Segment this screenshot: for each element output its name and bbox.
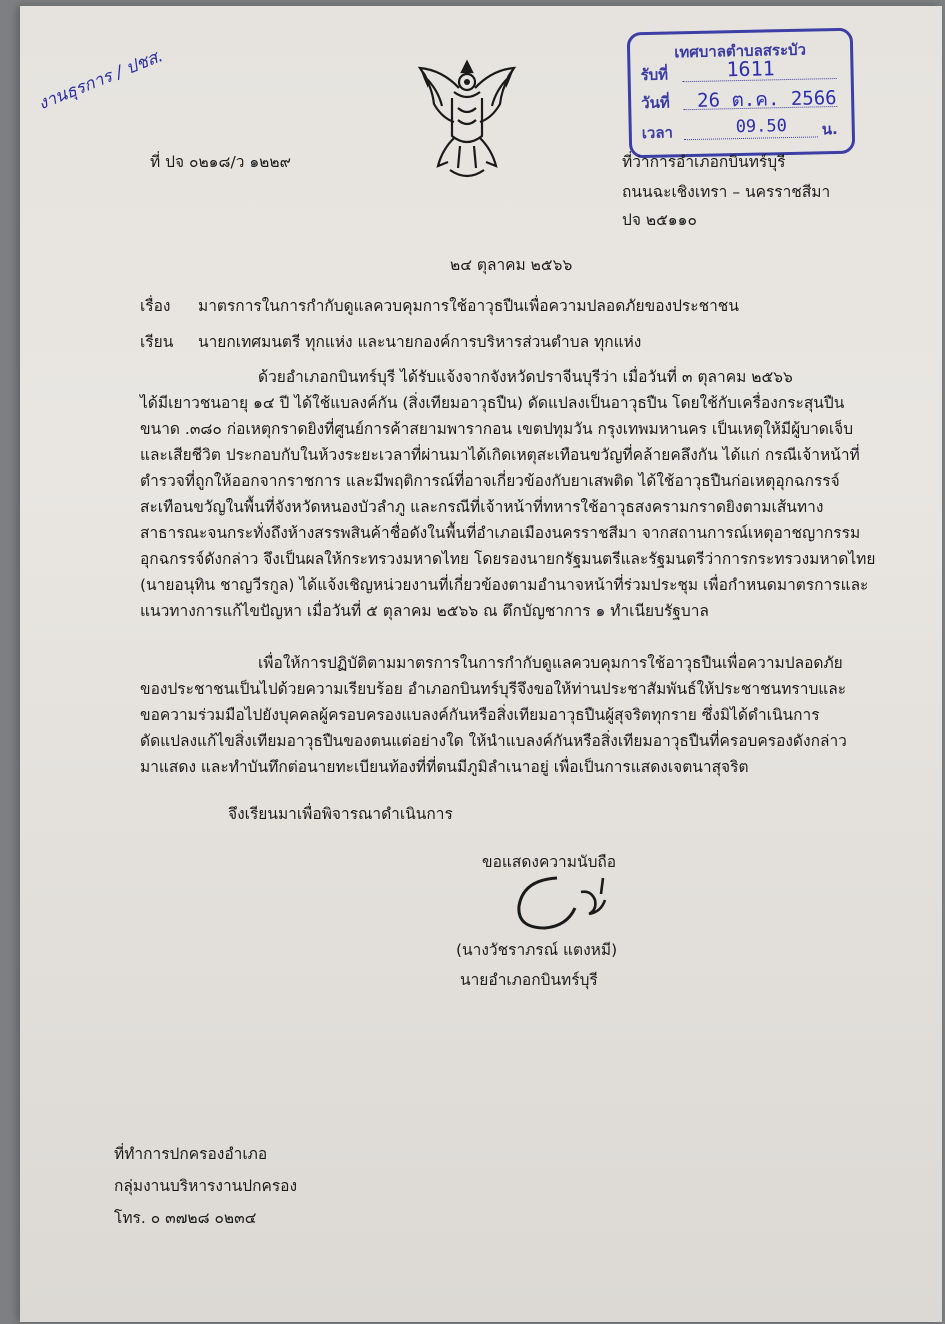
paragraph-line: ด้วยอำเภอกบินทร์บุรี ได้รับแจ้งจากจังหวัดปราจีนบุรีว่า เมื่อวันที่ ๓ ตุลาคม ๒๕๖๖ xyxy=(258,368,793,386)
office-name: ที่ว่าการอำเภอกบินทร์บุรี xyxy=(622,153,786,171)
signature-icon xyxy=(505,870,635,940)
office-street: ถนนฉะเชิงเทรา – นครราชสีมา xyxy=(622,183,831,201)
paragraph-line: ได้มีเยาวชนอายุ ๑๔ ปี ได้ใช้แบลงค์กัน (สิ่งเทียมอาวุธปืน) ดัดแปลงเป็นอาวุธปืน โดยใช้กับเครื่องกระสุนปืน xyxy=(140,394,845,412)
handwritten-note: งานธุรการ / ปชส. xyxy=(35,46,166,115)
stamp-time-label: เวลา xyxy=(641,123,674,143)
paragraph-line: สาธารณะจนกระทั่งถึงห้างสรรพสินค้าชื่อดังในพื้นที่อำเภอเมืองนครราชสีมา จากสถานการณ์เหตุอาชญากรรม xyxy=(140,524,861,542)
subject-label: เรื่อง xyxy=(140,297,171,315)
footer-office: ที่ทำการปกครองอำเภอ xyxy=(114,1145,268,1163)
footer-section: กลุ่มงานบริหารงานปกครอง xyxy=(114,1177,298,1195)
paragraph-line: ขนาด .๓๘๐ ก่อเหตุกราดยิงที่ศูนย์การค้าสยามพารากอน เขตปทุมวัน กรุงเทพมหานคร เป็นเหตุให้มีผู้บาดเจ็บ xyxy=(140,420,854,438)
paragraph-line: ขอความร่วมมือไปยังบุคคลผู้ครอบครองแบลงค์กันหรือสิ่งเทียมอาวุธปืนผู้สุจริตทุกราย ซึ่งมิได้ดำเนินการ xyxy=(140,706,820,724)
reference-number: ที่ ปจ ๐๒๑๘/ว ๑๒๒๙ xyxy=(150,153,291,171)
signatory-name: (นางวัชราภรณ์ แตงหมี) xyxy=(456,941,618,959)
regards-line: ขอแสดงความนับถือ xyxy=(482,853,617,871)
signatory-position: นายอำเภอกบินทร์บุรี xyxy=(460,971,598,989)
closing-line: จึงเรียนมาเพื่อพิจารณาดำเนินการ xyxy=(228,805,453,823)
receiving-stamp xyxy=(627,28,856,159)
stamp-time-unit: น. xyxy=(821,119,838,139)
paragraph-line: และเสียชีวิต ประกอบกับในห้วงระยะเวลาที่ผ่านมาได้เกิดเหตุสะเทือนขวัญที่คล้ายคลึงกัน ได้แก่ กรณีเจ้าหน้าที่ xyxy=(140,446,860,464)
stamp-received-no: 1611 xyxy=(726,56,775,82)
body-paragraph-2 xyxy=(140,650,847,780)
body-paragraph-1 xyxy=(140,364,875,624)
paragraph-line: ดัดแปลงแก้ไขสิ่งเทียมอาวุธปืนของตนแต่อย่างใด ให้นำแบลงค์กันหรือสิ่งเทียมอาวุธปืนที่ครอบครองดังกล่าว xyxy=(140,732,847,750)
stamp-time-value: 09.50 xyxy=(735,116,788,138)
stamp-date-value: 26 ต.ค. 2566 xyxy=(696,87,837,112)
paragraph-line: เพื่อให้การปฏิบัติตามมาตรการในการกำกับดูแลควบคุมการใช้อาวุธปืนเพื่อความปลอดภัย xyxy=(258,654,843,672)
footer-phone: โทร. ๐ ๓๗๒๘ ๐๒๓๔ xyxy=(114,1209,257,1227)
paragraph-line: ของประชาชนเป็นไปด้วยความเรียบร้อย อำเภอกบินทร์บุรีจึงขอให้ท่านประชาสัมพันธ์ให้ประชาชนทราบและ xyxy=(140,680,847,698)
office-postcode: ปจ ๒๕๑๑๐ xyxy=(622,211,697,229)
salutation-text: นายกเทศมนตรี ทุกแห่ง และนายกองค์การบริหารส่วนตำบล ทุกแห่ง xyxy=(198,333,642,351)
paragraph-line: มาแสดง และทำบันทึกต่อนายทะเบียนท้องที่ที่ตนมีภูมิลำเนาอยู่ เพื่อเป็นการแสดงเจตนาสุจริต xyxy=(140,758,749,776)
paragraph-line: แนวทางการแก้ไขปัญหา เมื่อวันที่ ๕ ตุลาคม ๒๕๖๖ ณ ตึกบัญชาการ ๑ ทำเนียบรัฐบาล xyxy=(140,602,709,620)
stamp-received-label: รับที่ xyxy=(640,65,669,85)
stamp-org: เทศบาลตำบลสระบัว xyxy=(674,40,807,62)
paragraph-line: สะเทือนขวัญในพื้นที่จังหวัดหนองบัวลำภู และกรณีที่เจ้าหน้าที่ทหารใช้อาวุธสงครามกราดยิงตามเส้นทาง xyxy=(140,498,824,516)
paragraph-line: อุกฉกรรจ์ดังกล่าว จึงเป็นผลให้กระทรวงมหาดไทย โดยรองนายกรัฐมนตรีและรัฐมนตรีว่าการกระทรวงมหาดไทย xyxy=(140,550,876,568)
salutation-label: เรียน xyxy=(140,333,174,351)
paragraph-line: ตำรวจที่ถูกให้ออกจากราชการ และมีพฤติการณ์ที่อาจเกี่ยวข้องกับยาเสพติด ได้ใช้อาวุธปืนก่อเหตุอุกฉกรรจ์ xyxy=(140,472,840,490)
paragraph-line: (นายอนุทิน ชาญวีรกูล) ได้แจ้งเชิญหน่วยงานที่เกี่ยวข้องตามอำนาจหน้าที่ร่วมประชุม เพื่อกำหนดมาตรการและ xyxy=(140,576,869,594)
garuda-emblem-icon xyxy=(412,58,522,183)
stamp-line xyxy=(684,136,818,140)
document-date: ๒๔ ตุลาคม ๒๕๖๖ xyxy=(450,256,573,274)
subject-text: มาตรการในการกำกับดูแลควบคุมการใช้อาวุธปืนเพื่อความปลอดภัยของประชาชน xyxy=(198,297,739,315)
stamp-date-label: วันที่ xyxy=(641,93,670,113)
